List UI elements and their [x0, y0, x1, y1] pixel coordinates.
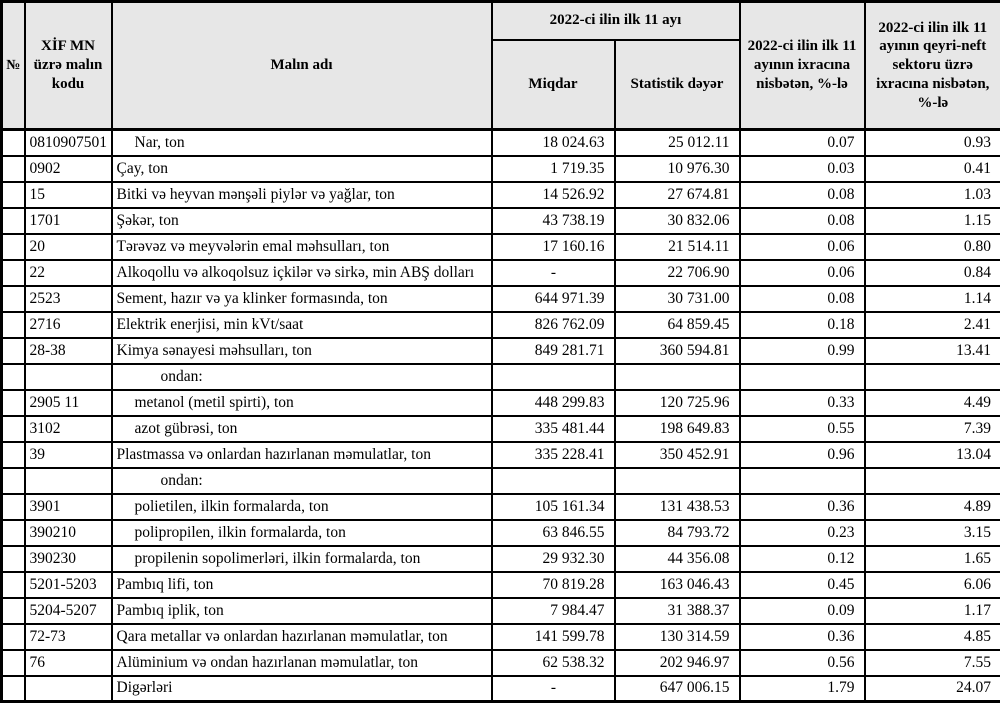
product-name-cell: polietilen, ilkin formalarda, ton	[112, 494, 492, 520]
quantity-cell: 141 599.78	[492, 624, 615, 650]
row-number-cell	[2, 468, 25, 494]
quantity-cell: 335 228.41	[492, 442, 615, 468]
quantity-cell: 335 481.44	[492, 416, 615, 442]
table-row	[2, 598, 1000, 624]
product-name-cell: polipropilen, ilkin formalarda, ton	[112, 520, 492, 546]
row-number-cell	[2, 364, 25, 390]
pct-nonoil-cell: 1.15	[865, 208, 1000, 234]
product-name-cell: Tərəvəz və meyvələrin emal məhsulları, ton	[112, 234, 492, 260]
stat-value-cell: 27 674.81	[615, 182, 740, 208]
table-row	[2, 182, 1000, 208]
row-number-cell	[2, 156, 25, 182]
product-name-cell: Plastmassa və onlardan hazırlanan məmulatlar, ton	[112, 442, 492, 468]
row-number-cell	[2, 312, 25, 338]
code-cell: 3901	[25, 494, 112, 520]
product-name-cell: Kimya sənayesi məhsulları, ton	[112, 338, 492, 364]
product-name-cell: Alüminium və ondan hazırlanan məmulatlar, ton	[112, 650, 492, 676]
code-cell: 1701	[25, 208, 112, 234]
pct-nonoil-cell: 4.85	[865, 624, 1000, 650]
pct-total-cell: 0.99	[740, 338, 865, 364]
quantity-cell: 63 846.55	[492, 520, 615, 546]
code-cell: 390210	[25, 520, 112, 546]
pct-total-cell: 0.36	[740, 494, 865, 520]
header-quantity: Miqdar	[492, 40, 615, 130]
quantity-cell: 1 719.35	[492, 156, 615, 182]
pct-total-cell: 0.56	[740, 650, 865, 676]
row-number-cell	[2, 572, 25, 598]
pct-nonoil-cell: 4.89	[865, 494, 1000, 520]
stat-value-cell	[615, 364, 740, 390]
quantity-cell	[492, 468, 615, 494]
table-body	[2, 130, 1000, 702]
table-row	[2, 650, 1000, 676]
header-product-name: Malın adı	[112, 2, 492, 130]
product-name-cell: Sement, hazır və ya klinker formasında, ton	[112, 286, 492, 312]
code-cell: 5201-5203	[25, 572, 112, 598]
pct-nonoil-cell: 1.17	[865, 598, 1000, 624]
pct-total-cell: 0.18	[740, 312, 865, 338]
pct-total-cell: 0.08	[740, 182, 865, 208]
stat-value-cell: 120 725.96	[615, 390, 740, 416]
code-cell: 2905 11	[25, 390, 112, 416]
stat-value-cell: 21 514.11	[615, 234, 740, 260]
pct-total-cell: 0.09	[740, 598, 865, 624]
quantity-cell: 17 160.16	[492, 234, 615, 260]
header-row-top	[2, 2, 1000, 40]
table-row	[2, 286, 1000, 312]
row-number-cell	[2, 416, 25, 442]
quantity-cell: 644 971.39	[492, 286, 615, 312]
table-row	[2, 364, 1000, 390]
stat-value-cell: 647 006.15	[615, 676, 740, 702]
product-name-cell: propilenin sopolimerləri, ilkin formalarda, ton	[112, 546, 492, 572]
row-number-cell	[2, 182, 25, 208]
row-number-cell	[2, 338, 25, 364]
quantity-cell: 29 932.30	[492, 546, 615, 572]
product-name-cell: azot gübrəsi, ton	[112, 416, 492, 442]
table-row	[2, 156, 1000, 182]
stat-value-cell: 202 946.97	[615, 650, 740, 676]
table-row	[2, 130, 1000, 156]
code-cell: 39	[25, 442, 112, 468]
product-name-cell: ondan:	[112, 364, 492, 390]
header-pct-nonoil-exports: 2022-ci ilin ilk 11 ayının qeyri-neft sektoru üzrə ixracına nisbətən, %-lə	[865, 2, 1000, 130]
product-name-cell: Elektrik enerjisi, min kVt/saat	[112, 312, 492, 338]
pct-total-cell: 0.33	[740, 390, 865, 416]
header-pct-total-exports: 2022-ci ilin ilk 11 ayının ixracına nisbətən, %-lə	[740, 2, 865, 130]
product-name-cell: Şəkər, ton	[112, 208, 492, 234]
quantity-cell: 70 819.28	[492, 572, 615, 598]
quantity-cell: 18 024.63	[492, 130, 615, 156]
pct-nonoil-cell: 13.04	[865, 442, 1000, 468]
pct-nonoil-cell: 6.06	[865, 572, 1000, 598]
quantity-cell: 105 161.34	[492, 494, 615, 520]
code-cell: 2716	[25, 312, 112, 338]
row-number-cell	[2, 624, 25, 650]
stat-value-cell: 25 012.11	[615, 130, 740, 156]
pct-total-cell: 0.96	[740, 442, 865, 468]
code-cell: 76	[25, 650, 112, 676]
row-number-cell	[2, 494, 25, 520]
table-row	[2, 312, 1000, 338]
product-name-cell: metanol (metil spirti), ton	[112, 390, 492, 416]
stat-value-cell: 350 452.91	[615, 442, 740, 468]
table-row	[2, 494, 1000, 520]
pct-nonoil-cell: 0.84	[865, 260, 1000, 286]
header-stat-value: Statistik dəyər	[615, 40, 740, 130]
code-cell: 2523	[25, 286, 112, 312]
pct-nonoil-cell: 1.65	[865, 546, 1000, 572]
table-row	[2, 338, 1000, 364]
code-cell	[25, 468, 112, 494]
product-name-cell: Bitki və heyvan mənşəli piylər və yağlar, ton	[112, 182, 492, 208]
row-number-cell	[2, 130, 25, 156]
row-number-cell	[2, 208, 25, 234]
quantity-cell: 14 526.92	[492, 182, 615, 208]
table-row	[2, 520, 1000, 546]
pct-nonoil-cell: 0.93	[865, 130, 1000, 156]
product-name-cell: ondan:	[112, 468, 492, 494]
table-row	[2, 546, 1000, 572]
code-cell: 5204-5207	[25, 598, 112, 624]
quantity-cell: 62 538.32	[492, 650, 615, 676]
row-number-cell	[2, 546, 25, 572]
product-name-cell: Qara metallar və onlardan hazırlanan məmulatlar, ton	[112, 624, 492, 650]
row-number-cell	[2, 442, 25, 468]
table-row	[2, 234, 1000, 260]
pct-total-cell: 0.03	[740, 156, 865, 182]
quantity-cell: 43 738.19	[492, 208, 615, 234]
table-row	[2, 442, 1000, 468]
table-header	[2, 2, 1000, 130]
pct-nonoil-cell: 0.41	[865, 156, 1000, 182]
row-number-cell	[2, 286, 25, 312]
pct-total-cell: 0.36	[740, 624, 865, 650]
pct-nonoil-cell	[865, 364, 1000, 390]
pct-total-cell: 1.79	[740, 676, 865, 702]
table-row	[2, 572, 1000, 598]
product-name-cell: Pambıq lifi, ton	[112, 572, 492, 598]
pct-nonoil-cell: 7.39	[865, 416, 1000, 442]
quantity-cell: -	[492, 260, 615, 286]
product-name-cell: Digərləri	[112, 676, 492, 702]
stat-value-cell: 360 594.81	[615, 338, 740, 364]
pct-nonoil-cell: 1.03	[865, 182, 1000, 208]
code-cell	[25, 364, 112, 390]
pct-nonoil-cell: 3.15	[865, 520, 1000, 546]
pct-total-cell	[740, 364, 865, 390]
quantity-cell: 826 762.09	[492, 312, 615, 338]
pct-total-cell: 0.45	[740, 572, 865, 598]
stat-value-cell: 163 046.43	[615, 572, 740, 598]
table-row	[2, 390, 1000, 416]
pct-nonoil-cell: 1.14	[865, 286, 1000, 312]
table-row	[2, 624, 1000, 650]
row-number-cell	[2, 520, 25, 546]
row-number-cell	[2, 650, 25, 676]
pct-nonoil-cell: 24.07	[865, 676, 1000, 702]
pct-nonoil-cell	[865, 468, 1000, 494]
pct-nonoil-cell: 7.55	[865, 650, 1000, 676]
header-row-number: №	[2, 2, 25, 130]
product-name-cell: Alkoqollu və alkoqolsuz içkilər və sirkə, min ABŞ dolları	[112, 260, 492, 286]
stat-value-cell: 131 438.53	[615, 494, 740, 520]
pct-total-cell: 0.55	[740, 416, 865, 442]
stat-value-cell: 44 356.08	[615, 546, 740, 572]
code-cell: 0810907501	[25, 130, 112, 156]
code-cell: 0902	[25, 156, 112, 182]
code-cell: 390230	[25, 546, 112, 572]
code-cell: 3102	[25, 416, 112, 442]
table-row	[2, 208, 1000, 234]
table-row	[2, 260, 1000, 286]
product-name-cell: Nar, ton	[112, 130, 492, 156]
header-commodity-code: XİF MN üzrə malın kodu	[25, 2, 112, 130]
quantity-cell: -	[492, 676, 615, 702]
table-row	[2, 468, 1000, 494]
stat-value-cell: 30 731.00	[615, 286, 740, 312]
code-cell: 28-38	[25, 338, 112, 364]
code-cell	[25, 676, 112, 702]
pct-total-cell: 0.06	[740, 260, 865, 286]
pct-nonoil-cell: 2.41	[865, 312, 1000, 338]
quantity-cell	[492, 364, 615, 390]
pct-total-cell	[740, 468, 865, 494]
pct-total-cell: 0.12	[740, 546, 865, 572]
quantity-cell: 448 299.83	[492, 390, 615, 416]
product-name-cell: Pambıq iplik, ton	[112, 598, 492, 624]
stat-value-cell: 198 649.83	[615, 416, 740, 442]
pct-total-cell: 0.07	[740, 130, 865, 156]
row-number-cell	[2, 260, 25, 286]
row-number-cell	[2, 676, 25, 702]
row-number-cell	[2, 234, 25, 260]
row-number-cell	[2, 390, 25, 416]
stat-value-cell: 10 976.30	[615, 156, 740, 182]
stat-value-cell: 64 859.45	[615, 312, 740, 338]
row-number-cell	[2, 598, 25, 624]
stat-value-cell: 84 793.72	[615, 520, 740, 546]
quantity-cell: 849 281.71	[492, 338, 615, 364]
pct-total-cell: 0.23	[740, 520, 865, 546]
code-cell: 20	[25, 234, 112, 260]
code-cell: 22	[25, 260, 112, 286]
code-cell: 15	[25, 182, 112, 208]
stat-value-cell	[615, 468, 740, 494]
pct-total-cell: 0.08	[740, 286, 865, 312]
quantity-cell: 7 984.47	[492, 598, 615, 624]
table-row	[2, 676, 1000, 702]
product-name-cell: Çay, ton	[112, 156, 492, 182]
table-row	[2, 416, 1000, 442]
stat-value-cell: 130 314.59	[615, 624, 740, 650]
pct-total-cell: 0.08	[740, 208, 865, 234]
code-cell: 72-73	[25, 624, 112, 650]
stat-value-cell: 30 832.06	[615, 208, 740, 234]
pct-nonoil-cell: 4.49	[865, 390, 1000, 416]
pct-nonoil-cell: 0.80	[865, 234, 1000, 260]
pct-nonoil-cell: 13.41	[865, 338, 1000, 364]
header-period-group: 2022-ci ilin ilk 11 ayı	[492, 2, 740, 40]
stat-value-cell: 22 706.90	[615, 260, 740, 286]
pct-total-cell: 0.06	[740, 234, 865, 260]
stat-value-cell: 31 388.37	[615, 598, 740, 624]
